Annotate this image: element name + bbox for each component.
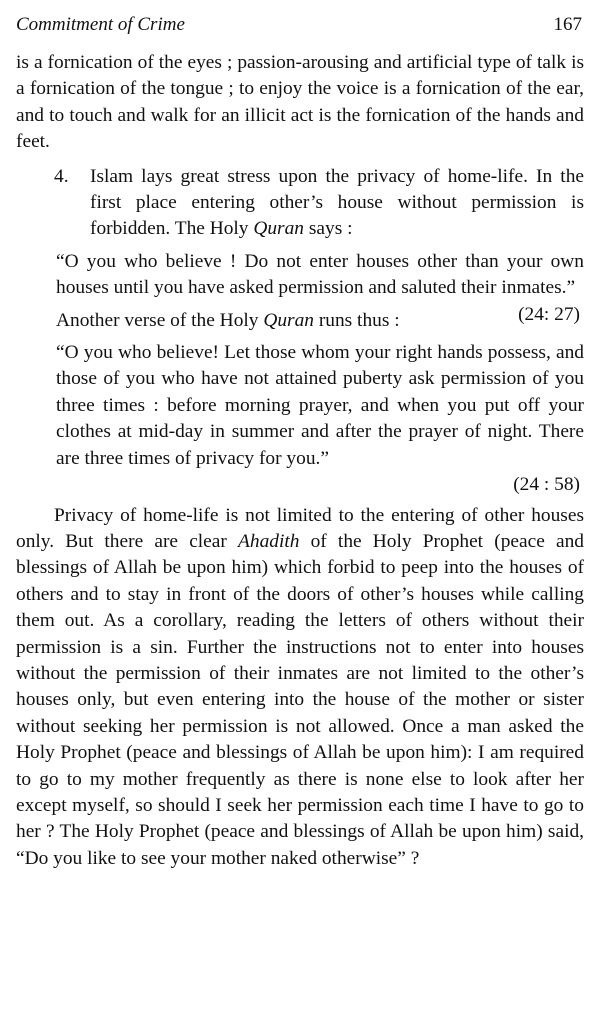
page-number: 167: [553, 14, 582, 35]
quote-body: “O you who believe ! Do not enter houses other than your own houses until you have asked permission and saluted their inmates.”: [56, 250, 584, 299]
list-item-text: [90, 164, 584, 243]
verse-reference: (24: 27): [518, 303, 580, 325]
verse-reference: (24 : 58): [513, 474, 580, 496]
paragraph-privacy: [16, 503, 584, 873]
quote-verse-24-58: [56, 340, 584, 498]
list-item-number: 4.: [54, 165, 69, 187]
paragraph-text-after: of the Holy Prophet (peace and blessings of Allah be upon him) which forbid to peep into the houses of others and to stay in front of the doors of other’s houses while calling them out. As a corollary, reading the letters of others without their permission is a sin. Further the instructions not to enter into houses without the permission of their inmates are not limited to the other’s houses only, but even entering into the house of the mother or sister without seeking her permission is not allowed. Once a man asked the Holy Prophet (peace and blessings of Allah be upon him): I am required to go to my mother frequently as there is none else to look after her except myself, so should I seek her permission each time I have to go to her ? The Holy Prophet (peace and blessings of Allah be upon him) said, “Do you like to see your mother naked otherwise” ?: [16, 530, 584, 869]
quote-text: “O you who believe! Let those whom your right hands possess, and those of you who have not attained puberty ask permission of you three times : before morning prayer, and when you put off your clothes at mid-day in summer and after the prayer of night. There are three times of privacy for you.”: [56, 342, 584, 469]
list-item-text-after: says :: [304, 218, 353, 240]
paragraph-continuation: is a fornication of the eyes ; passion-arousing and artificial type of talk is a fornication of the tongue ; to enjoy the voice is a fornication of the ear, and to touch and walk for an illicit act is the fornication of the hands and feet.: [16, 52, 584, 153]
list-item-text-before: Islam lays great stress upon the privacy of home-life. In the first place entering other’s house without permission is forbidden. The Holy: [90, 165, 584, 240]
quote-intro: [56, 308, 584, 334]
list-item-4: [16, 164, 584, 243]
ahadith-term: Ahadith: [238, 530, 300, 552]
quote-intro-after: runs thus :: [313, 309, 400, 331]
quran-title: Quran: [263, 309, 314, 331]
quote-intro-before: Another verse of the Holy: [56, 309, 264, 331]
running-title: Commitment of Crime: [16, 14, 185, 35]
quran-title: Quran: [253, 218, 304, 240]
book-page: [16, 14, 584, 872]
page-header: [16, 14, 584, 50]
paragraph-text-before: Privacy of home-life is not limited to the entering of other houses only. But there are clear: [16, 504, 584, 552]
